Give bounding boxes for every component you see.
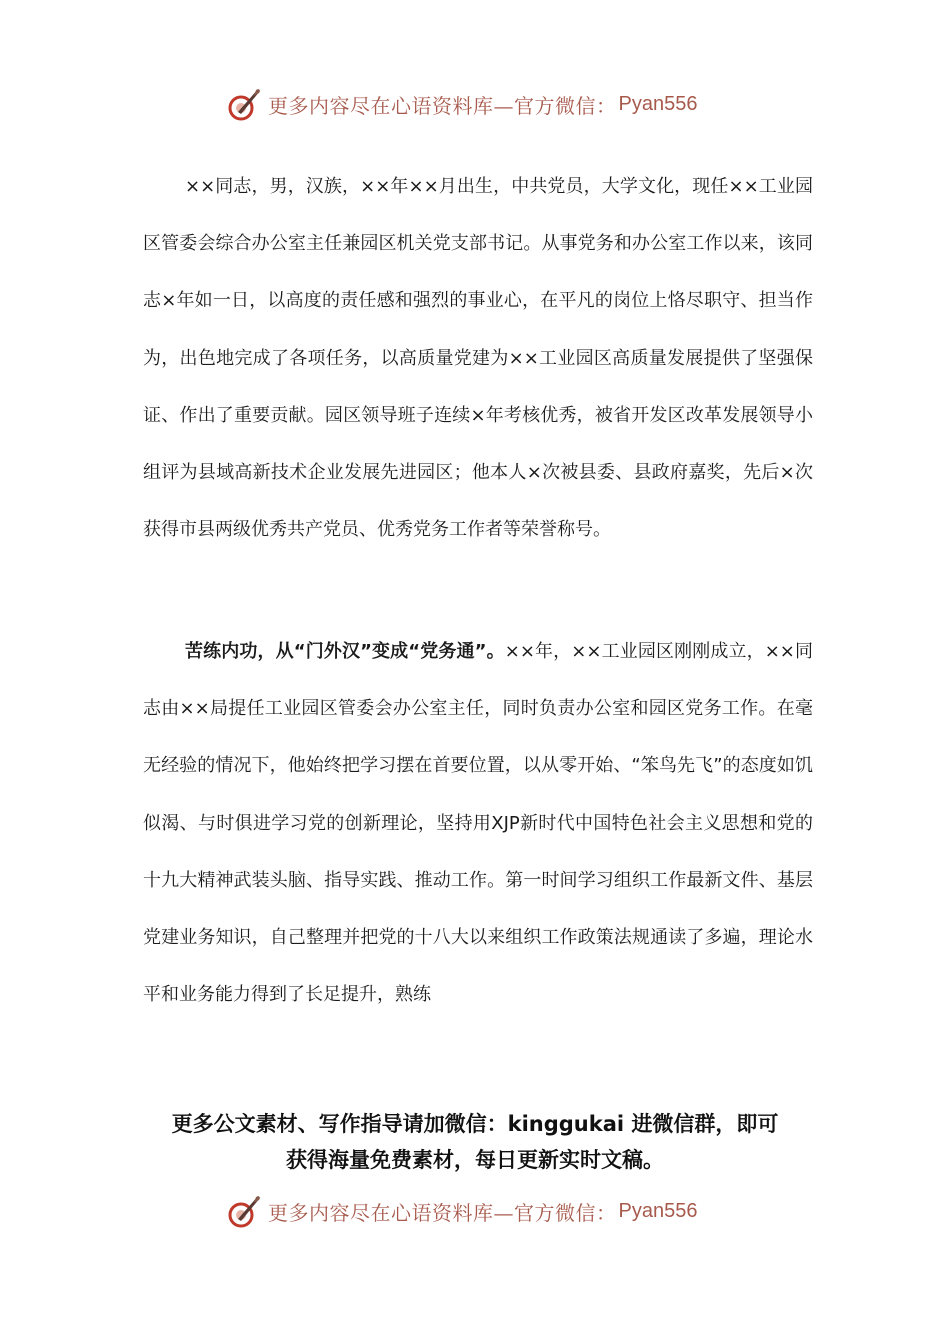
- banner-wechat-id: Pyan556: [618, 92, 698, 115]
- body-paragraph: ××同志，男，汉族，××年××月出生，中共党员，大学文化，现任××工业园区管委会综合办公室主任兼园区机关党支部书记。从事党务和办公室工作以来，该同志×年如一日，以高度的责任感和强烈的事业心，在平凡的岗位上恪尽职守、担当作为，出色地完成了各项任务，以高质量党建为××工业园区高质量发展提供了坚强保证、作出了重要贡献。园区领导班子连续×年考核优秀，被省开发区改革发展领导小组评为县域高新技术企业发展先进园区；他本人×次被县委、县政府嘉奖，先后×次获得市县两级优秀共产党员、优秀党务工作者等荣誉称号。: [143, 176, 813, 541]
- paragraph-lead-heading: 苦练内功，从“门外汉”变成“党务通”。: [185, 641, 505, 662]
- quill-pen-logo-icon: [226, 86, 262, 122]
- body-paragraph: [143, 623, 813, 1023]
- footer-banner: [226, 1191, 697, 1231]
- banner-text: 更多内容尽在心语资料库—官方微信：: [268, 93, 617, 118]
- quill-pen-logo-icon: [226, 1193, 262, 1229]
- footer-promo-note: [130, 1106, 820, 1178]
- banner-text: 更多内容尽在心语资料库—官方微信：: [268, 1200, 617, 1225]
- header-banner: [226, 84, 697, 124]
- promo-line: 获得海量免费素材，每日更新实时文稿。: [286, 1148, 664, 1172]
- promo-line: 更多公文素材、写作指导请加微信：kinggukai 进微信群，即可: [171, 1112, 779, 1136]
- banner-wechat-id: Pyan556: [618, 1199, 698, 1222]
- paragraph-text: ××年，××工业园区刚刚成立，××同志由××局提任工业园区管委会办公室主任，同时负责办公室和园区党务工作。在毫无经验的情况下，他始终把学习摆在首要位置，以从零开始、“笨鸟先飞”的态度如饥似渴、与时俱进学习党的创新理论，坚持用XJP新时代中国特色社会主义思想和党的十九大精神武装头脑、指导实践、推动工作。第一时间学习组织工作最新文件、基层党建业务知识，自己整理并把党的十八大以来组织工作政策法规通读了多遍，理论水平和业务能力得到了长足提升，熟练: [143, 641, 813, 1006]
